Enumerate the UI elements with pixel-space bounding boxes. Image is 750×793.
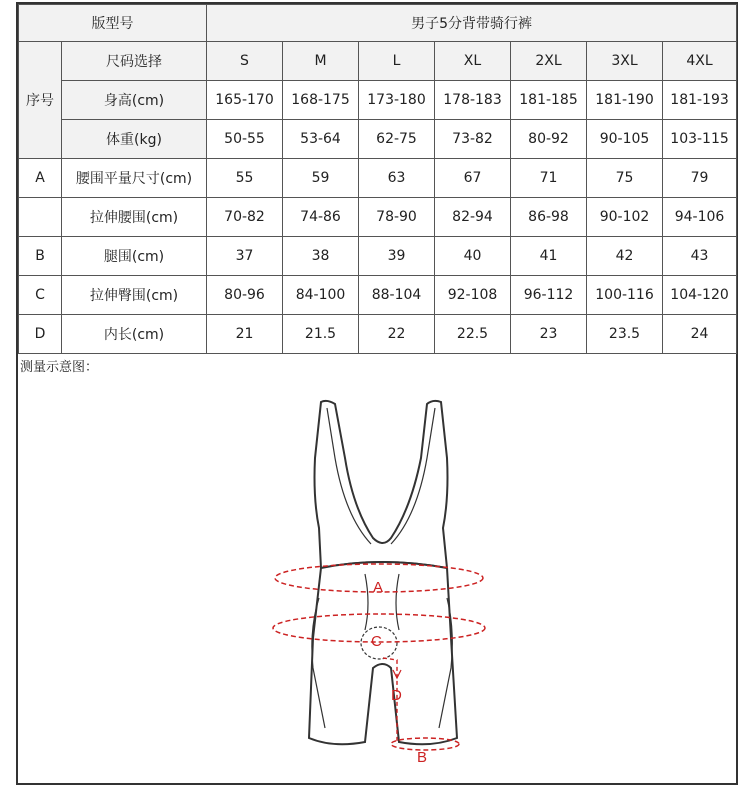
table-cell: 50-55 (207, 120, 283, 159)
diagram-caption: 测量示意图： (20, 360, 99, 375)
table-cell: 22 (359, 315, 435, 354)
table-cell: 103-115 (663, 120, 737, 159)
table-cell: 63 (359, 159, 435, 198)
table-cell: 86-98 (511, 198, 587, 237)
table-cell: 23 (511, 315, 587, 354)
table-cell: 92-108 (435, 276, 511, 315)
table-cell: 100-116 (587, 276, 663, 315)
title-row (19, 5, 737, 42)
size-chart (16, 2, 738, 785)
row-code: B (19, 237, 62, 276)
bib-shorts-diagram (261, 398, 501, 778)
table-cell: 37 (207, 237, 283, 276)
table-cell: 104-120 (663, 276, 737, 315)
table-cell: 181-193 (663, 81, 737, 120)
table-cell: 71 (511, 159, 587, 198)
table-cell: 73-82 (435, 120, 511, 159)
measure-row-c (19, 276, 737, 315)
table-cell: 23.5 (587, 315, 663, 354)
marker-c-label: C (371, 633, 382, 650)
table-cell: 84-100 (283, 276, 359, 315)
seq-label: 序号 (19, 42, 62, 159)
row-label: 拉伸臀围(cm) (62, 276, 207, 315)
size-select-label: 尺码选择 (62, 42, 207, 81)
table-cell: 42 (587, 237, 663, 276)
table-cell: 55 (207, 159, 283, 198)
measure-row-a (19, 159, 737, 198)
row-label: 拉伸腰围(cm) (62, 198, 207, 237)
table-cell: 96-112 (511, 276, 587, 315)
marker-a-label: A (373, 579, 384, 596)
table-cell: 88-104 (359, 276, 435, 315)
row-label: 内长(cm) (62, 315, 207, 354)
table-cell: 62-75 (359, 120, 435, 159)
bib-strap-outline (315, 401, 448, 568)
table-cell: 80-92 (511, 120, 587, 159)
row-code: D (19, 315, 62, 354)
table-cell: 74-86 (283, 198, 359, 237)
row-code: C (19, 276, 62, 315)
table-cell: 67 (435, 159, 511, 198)
table-cell: 41 (511, 237, 587, 276)
model-label: 版型号 (19, 5, 207, 42)
table-cell: 21 (207, 315, 283, 354)
measure-row-d (19, 315, 737, 354)
weight-label: 体重(kg) (62, 120, 207, 159)
marker-d-label: D (391, 687, 402, 704)
measure-row-b (19, 237, 737, 276)
sizes-row (19, 42, 737, 81)
table-cell: 178-183 (435, 81, 511, 120)
table-cell: 24 (663, 315, 737, 354)
table-cell: 21.5 (283, 315, 359, 354)
table-cell: 78-90 (359, 198, 435, 237)
size-header: S (207, 42, 283, 81)
size-header: M (283, 42, 359, 81)
weight-row (19, 120, 737, 159)
size-header: 3XL (587, 42, 663, 81)
table-cell: 43 (663, 237, 737, 276)
table-cell: 94-106 (663, 198, 737, 237)
table-cell: 40 (435, 237, 511, 276)
row-code: A (19, 159, 62, 198)
table-cell: 38 (283, 237, 359, 276)
table-cell: 90-102 (587, 198, 663, 237)
table-cell: 173-180 (359, 81, 435, 120)
table-cell: 39 (359, 237, 435, 276)
size-header: 4XL (663, 42, 737, 81)
row-label: 腰围平量尺寸(cm) (62, 159, 207, 198)
table-cell: 70-82 (207, 198, 283, 237)
measure-row-stretch-waist (19, 198, 737, 237)
table-cell: 82-94 (435, 198, 511, 237)
height-row (19, 81, 737, 120)
row-label: 腿围(cm) (62, 237, 207, 276)
height-label: 身高(cm) (62, 81, 207, 120)
row-code (19, 198, 62, 237)
table-cell: 59 (283, 159, 359, 198)
table-cell: 181-185 (511, 81, 587, 120)
size-header: L (359, 42, 435, 81)
product-name: 男子5分背带骑行裤 (207, 5, 737, 42)
size-header: XL (435, 42, 511, 81)
table-cell: 90-105 (587, 120, 663, 159)
table-cell: 53-64 (283, 120, 359, 159)
table-cell: 22.5 (435, 315, 511, 354)
table-cell: 75 (587, 159, 663, 198)
measurement-diagram-area (18, 354, 736, 785)
size-table (18, 4, 737, 354)
table-cell: 79 (663, 159, 737, 198)
table-cell: 181-190 (587, 81, 663, 120)
table-cell: 80-96 (207, 276, 283, 315)
marker-b-label: B (417, 749, 428, 766)
table-cell: 168-175 (283, 81, 359, 120)
table-cell: 165-170 (207, 81, 283, 120)
size-header: 2XL (511, 42, 587, 81)
